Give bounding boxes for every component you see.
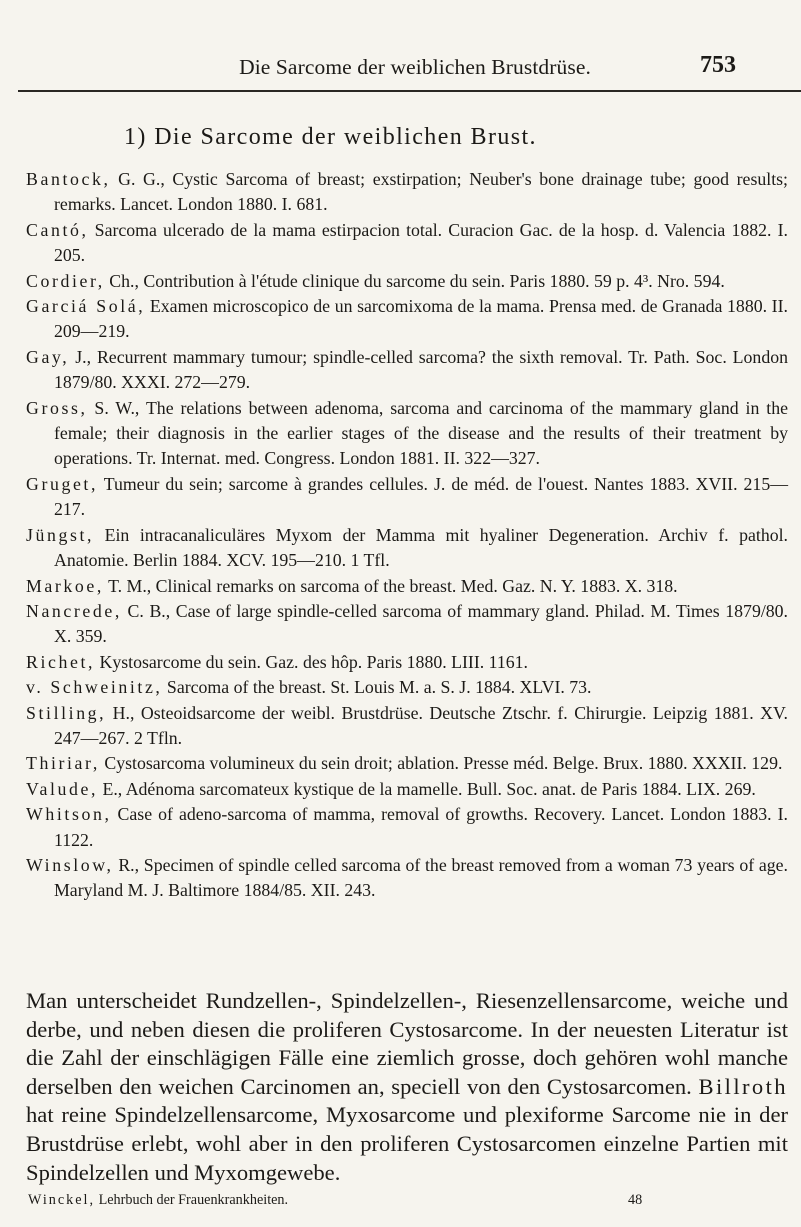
reference-entry [26,574,788,599]
footer-title: Lehrbuch der Frauenkrankheiten. [95,1192,289,1208]
reference-text: Ein intracanaliculäres Myxom der Mamma mit hyaliner Degeneration. Archiv f. pathol. Anatomie. Berlin 1884. XCV. 195—210. 1 Tfl. [54,524,788,571]
reference-text: Cystosarcoma volumineux du sein droit; ablation. Presse méd. Belge. Brux. 1880. XXXII. 129. [99,753,783,774]
reference-text: Ch., Contribution à l'étude clinique du sarcome du sein. Paris 1880. 59 p. 4³. Nro. 594. [104,270,725,291]
reference-author: Stilling, [26,702,107,723]
reference-text: S. W., The relations between adenoma, sarcoma and carcinoma of the mammary gland in the female; their diagnosis in the earlier stages of the disease and the results of their treatment by operations. Tr. Internat. med. Congress. London 1881. II. 322—327. [54,397,788,469]
reference-text: Sarcoma of the breast. St. Louis M. a. S. J. 1884. XLVI. 73. [162,677,592,698]
reference-entry [26,167,788,218]
reference-entry [26,599,788,650]
reference-text: J., Recurrent mammary tumour; spindle-celled sarcoma? the sixth removal. Tr. Path. Soc. London 1879/80. XXXI. 272—279. [54,346,788,393]
reference-author: Thiriar, [26,753,100,774]
reference-entry [26,218,788,269]
page-number: 753 [700,52,736,78]
reference-entry [26,650,788,675]
reference-author: Bantock, [26,169,111,189]
reference-author: Garciá Solá, [26,296,146,317]
section-heading: 1) Die Sarcome der weiblichen Brust. [124,124,537,150]
reference-entry [26,269,788,294]
reference-author: Gross, [26,397,88,418]
reference-author: Valude, [26,778,99,799]
sheet-number: 48 [628,1192,643,1208]
reference-author: Gruget, [26,473,99,494]
body-text-part2: hat reine Spindelzellensarcome, Myxosarcome und plexiforme Sarcome nie in der Brustdrüse erlebt, wohl aber in den proliferen Cystosarcomen einzelne Partien mit Spindelzellen und Myxomgewebe. [26,1102,788,1185]
footer-author: Winckel, [28,1192,96,1208]
reference-entry [26,853,788,904]
header-rule [18,90,801,92]
reference-author: Jüngst, [26,524,95,545]
reference-entry [26,345,788,396]
running-title: Die Sarcome der weiblichen Brustdrüse. [239,55,591,79]
reference-entry [26,294,788,345]
reference-author: v. Schweinitz, [26,677,163,698]
reference-author: Richet, [26,651,96,672]
reference-text: Tumeur du sein; sarcome à grandes cellules. J. de méd. de l'ouest. Nantes 1883. XVII. 215—217. [54,473,788,520]
reference-entry [26,675,788,700]
reference-text: Examen microscopico de un sarcomixoma de la mama. Prensa med. de Granada 1880. II. 209—219. [54,296,788,342]
reference-entry [26,751,788,776]
reference-entry [26,396,788,472]
reference-author: Winslow, [26,854,114,875]
reference-entry [26,802,788,853]
reference-entry [26,701,788,752]
reference-text: H., Osteoidsarcome der weibl. Brustdrüse. Deutsche Ztschr. f. Chirurgie. Leipzig 1881. XV. 247—267. 2 Tfln. [54,702,788,748]
reference-author: Markoe, [26,575,104,596]
reference-author: Cordier, [26,270,105,291]
reference-text: Sarcoma ulcerado de la mama estirpacion total. Curacion Gac. de la hosp. d. Valencia 1882. I. 205. [54,219,788,266]
reference-entry [26,777,788,802]
reference-author: Cantó, [26,219,89,240]
reference-text: C. B., Case of large spindle-celled sarcoma of mammary gland. Philad. M. Times 1879/80. X. 359. [54,600,788,647]
page-footer [28,1192,768,1209]
reference-text: Case of adeno-sarcoma of mamma, removal of growths. Recovery. Lancet. London 1883. I. 1122. [54,804,788,850]
reference-text: E., Adénoma sarcomateux kystique de la mamelle. Bull. Soc. anat. de Paris 1884. LIX. 269. [98,778,756,799]
cited-author-name: Billroth [698,1073,788,1099]
reference-entry [26,523,788,574]
body-text-part1: Man unterscheidet Rundzellen-, Spindelzellen-, Riesenzellensarcome, weiche und derbe, und neben diesen die proliferen Cystosarcome. In der neuesten Literatur ist die Zahl der einschlägigen Fälle eine ziemlich grosse, doch gehören wohl manche derselben den weichen Carcinomen an, speciell von den Cystosarcomen. [26,988,788,1099]
reference-list [26,167,788,904]
reference-text: Kystosarcome du sein. Gaz. des hôp. Paris 1880. LIII. 1161. [95,651,528,672]
body-paragraph [26,987,788,1187]
reference-author: Gay, [26,346,70,367]
reference-text: G. G., Cystic Sarcoma of breast; exstirpation; Neuber's bone drainage tube; good results; remarks. Lancet. London 1880. I. 681. [54,169,788,215]
page-header [0,0,801,100]
reference-text: T. M., Clinical remarks on sarcoma of the breast. Med. Gaz. N. Y. 1883. X. 318. [103,575,678,596]
reference-text: R., Specimen of spindle celled sarcoma of the breast removed from a woman 73 years of age. Maryland M. J. Baltimore 1884/85. XII. 243. [54,854,788,901]
reference-entry [26,472,788,523]
reference-author: Nancrede, [26,600,122,621]
reference-author: Whitson, [26,804,112,825]
